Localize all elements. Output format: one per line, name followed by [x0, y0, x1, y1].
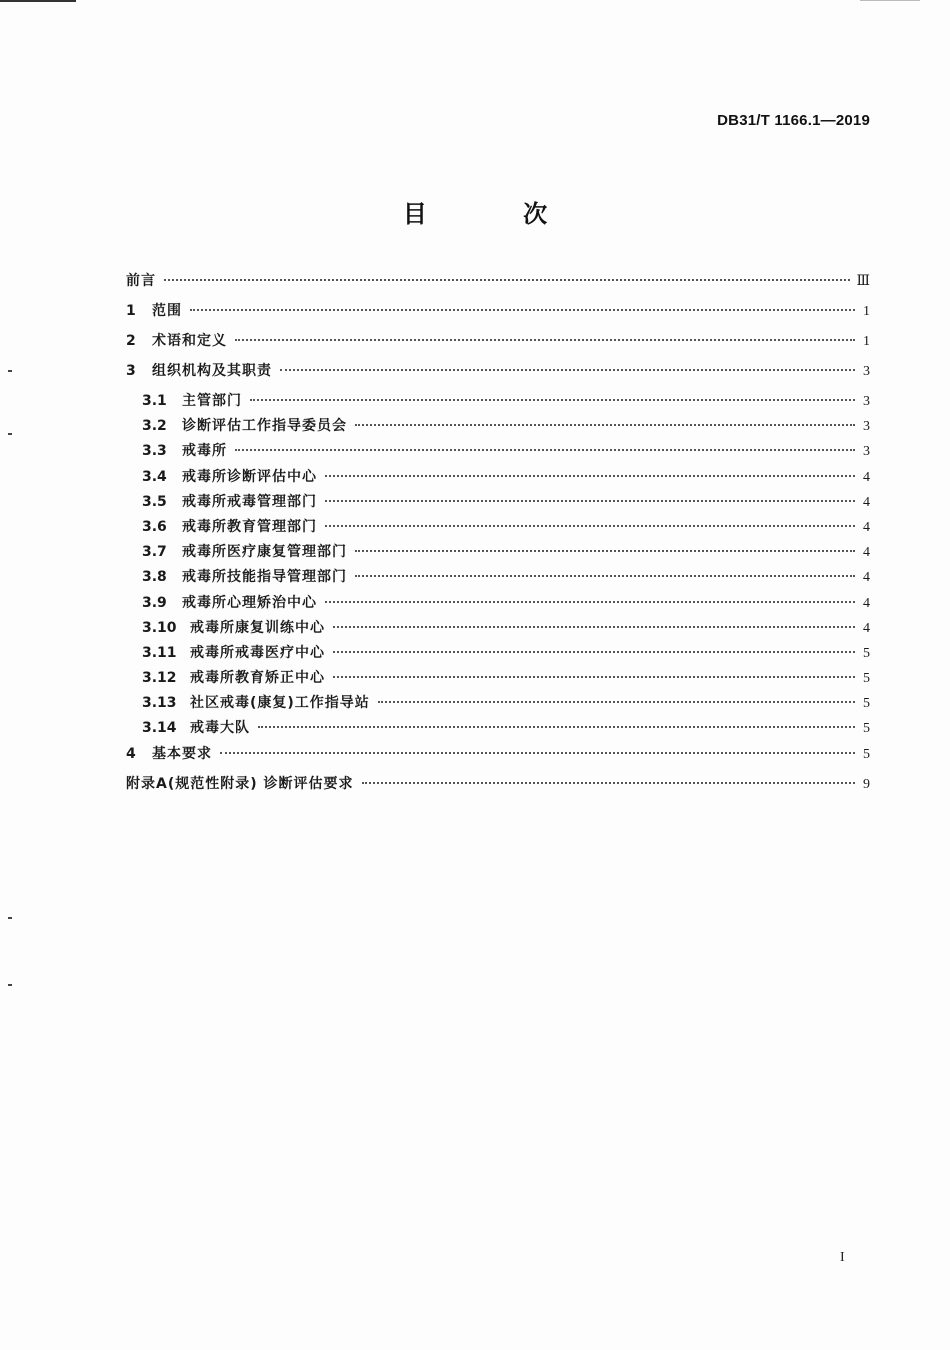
- toc-entry-page: 4: [863, 595, 870, 611]
- toc-entry-title: 诊断评估工作指导委员会: [182, 418, 347, 435]
- toc-entry-page: 9: [863, 776, 870, 792]
- toc-entry-page: 5: [863, 721, 870, 737]
- toc-entry[interactable]: [126, 491, 870, 516]
- toc-entry-page: 4: [863, 494, 870, 510]
- toc-leader-dots: [333, 626, 855, 628]
- toc-entry[interactable]: [126, 440, 870, 465]
- toc-entry-page: 4: [863, 519, 870, 535]
- toc-entry-title: 主管部门: [182, 393, 242, 409]
- toc-leader-dots: [258, 726, 855, 728]
- toc-leader-dots: [164, 279, 850, 281]
- toc-entry-number: 3.1: [142, 393, 167, 409]
- toc-entry-page: 3: [863, 444, 870, 460]
- toc-entry-page: 5: [863, 645, 870, 661]
- toc-entry[interactable]: [126, 390, 870, 415]
- toc-entry-page: 3: [863, 419, 870, 435]
- toc-entry-page: 5: [863, 671, 870, 687]
- toc-entry-title: 戒毒所教育矫正中心: [190, 670, 325, 687]
- toc-entry[interactable]: [126, 642, 870, 667]
- toc-entry-number: 3.3: [142, 443, 167, 460]
- margin-mark: [8, 984, 12, 986]
- scan-edge-mark: [0, 0, 76, 2]
- toc-leader-dots: [325, 500, 855, 502]
- toc-entry[interactable]: [126, 415, 870, 440]
- toc-leader-dots: [355, 575, 855, 577]
- toc-entry-number: 3.4: [142, 468, 167, 485]
- toc-entry-number: 1: [126, 303, 136, 319]
- toc-entry-title: 基本要求: [152, 745, 212, 762]
- toc-entry[interactable]: [126, 300, 870, 330]
- toc-entry-number: 3.12: [142, 670, 177, 687]
- toc-entry-number: 4: [126, 745, 136, 762]
- toc-leader-dots: [362, 782, 855, 784]
- toc-leader-dots: [325, 601, 855, 603]
- toc-entry-title: 组织机构及其职责: [152, 363, 272, 379]
- toc-leader-dots: [333, 651, 855, 653]
- toc-leader-dots: [355, 550, 855, 552]
- toc-entry-page: 1: [863, 334, 870, 349]
- toc-entry[interactable]: [126, 270, 870, 300]
- toc-entry-number: 3.2: [142, 418, 167, 435]
- toc-entry-page: Ⅲ: [856, 274, 870, 289]
- toc-entry-page: 3: [863, 364, 870, 379]
- toc-entry[interactable]: [126, 566, 870, 591]
- toc-leader-dots: [220, 752, 855, 754]
- toc-entry-title: 戒毒所心理矫治中心: [182, 594, 317, 611]
- toc-entry-title: 戒毒所康复训练中心: [190, 619, 325, 636]
- toc-entry-number: 3.6: [142, 518, 167, 535]
- toc-entry-page: 4: [863, 545, 870, 561]
- toc-entry[interactable]: [126, 516, 870, 541]
- toc-entry-title: 前言: [126, 273, 156, 289]
- toc-entry-title: 社区戒毒(康复)工作指导站: [190, 695, 370, 712]
- toc-entry-page: 4: [863, 469, 870, 485]
- toc-entry-number: 3.11: [142, 644, 177, 661]
- toc-entry-title: 附录A(规范性附录) 诊断评估要求: [126, 775, 354, 792]
- toc-entry-title: 戒毒所: [182, 443, 227, 460]
- toc-entry-title: 戒毒所教育管理部门: [182, 518, 317, 535]
- margin-mark: [8, 370, 12, 372]
- toc-entry-number: 3.9: [142, 594, 167, 611]
- toc-leader-dots: [250, 399, 855, 401]
- toc-entry-page: 3: [863, 394, 870, 409]
- toc-entry-page: 1: [863, 304, 870, 319]
- toc-leader-dots: [333, 676, 855, 678]
- toc-entry-number: 3.13: [142, 695, 177, 712]
- toc-entry-page: 4: [863, 570, 870, 586]
- toc-leader-dots: [355, 424, 855, 426]
- toc-leader-dots: [325, 525, 855, 527]
- margin-mark: [8, 433, 12, 435]
- toc-leader-dots: [280, 369, 855, 371]
- toc-entry[interactable]: [126, 617, 870, 642]
- toc-entry-title: 戒毒所戒毒管理部门: [182, 493, 317, 510]
- toc-entry-page: 4: [863, 620, 870, 636]
- toc-entry-title: 戒毒大队: [190, 720, 250, 737]
- toc-leader-dots: [325, 475, 855, 477]
- page-title: 目 次: [402, 200, 592, 228]
- toc-entry[interactable]: [126, 466, 870, 491]
- toc-entry-title: 戒毒所技能指导管理部门: [182, 569, 347, 586]
- toc-entry-number: 2: [126, 333, 136, 349]
- toc-entry[interactable]: [126, 592, 870, 617]
- toc-entry[interactable]: [126, 773, 870, 803]
- margin-mark: [8, 917, 12, 919]
- toc-entry-number: 3.10: [142, 619, 177, 636]
- toc-leader-dots: [378, 701, 855, 703]
- toc-entry-title: 戒毒所戒毒医疗中心: [190, 644, 325, 661]
- toc-entry-page: 5: [863, 696, 870, 712]
- table-of-contents: [126, 270, 870, 803]
- toc-entry-title: 术语和定义: [152, 333, 227, 349]
- toc-entry-title: 戒毒所诊断评估中心: [182, 468, 317, 485]
- toc-entry-number: 3.7: [142, 544, 167, 561]
- toc-entry[interactable]: [126, 743, 870, 773]
- standard-code: DB31/T 1166.1—2019: [717, 112, 870, 129]
- toc-entry[interactable]: [126, 360, 870, 390]
- toc-entry-number: 3.14: [142, 720, 177, 737]
- toc-leader-dots: [190, 309, 855, 311]
- page-number: I: [840, 1250, 845, 1265]
- toc-entry[interactable]: [126, 692, 870, 717]
- toc-entry-number: 3.5: [142, 493, 167, 510]
- toc-leader-dots: [235, 449, 855, 451]
- toc-entry[interactable]: [126, 667, 870, 692]
- toc-leader-dots: [235, 339, 855, 341]
- toc-entry-number: 3.8: [142, 569, 167, 586]
- scan-edge-mark-right: [860, 0, 920, 1]
- toc-entry[interactable]: [126, 541, 870, 566]
- toc-entry-number: 3: [126, 363, 136, 379]
- toc-entry[interactable]: [126, 717, 870, 742]
- toc-entry-title: 范围: [152, 303, 182, 319]
- toc-entry-title: 戒毒所医疗康复管理部门: [182, 544, 347, 561]
- toc-entry[interactable]: [126, 330, 870, 360]
- toc-entry-page: 5: [863, 746, 870, 762]
